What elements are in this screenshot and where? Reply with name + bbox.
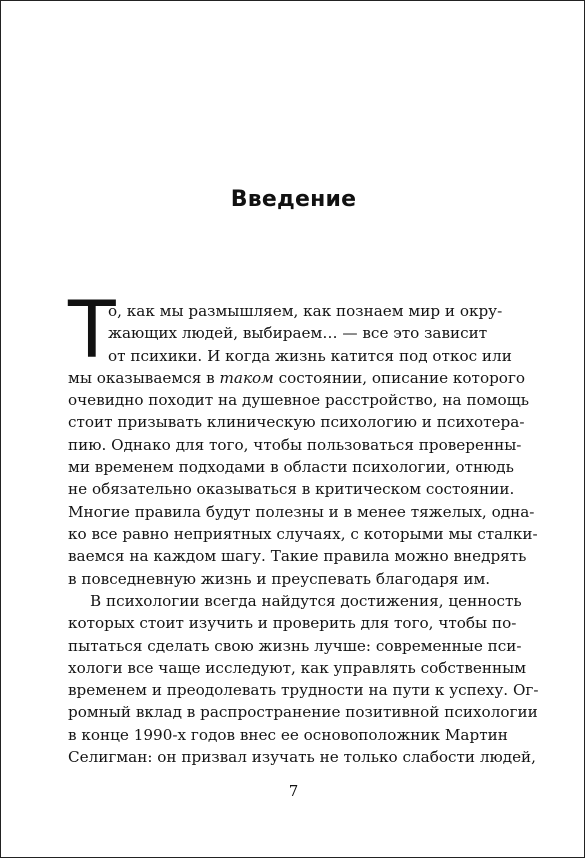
text-line: Селигман: он призвал изучать не только слабости людей, [68, 748, 537, 767]
text-line: ми временем подходами в области психологии, отнюдь [68, 458, 514, 477]
text-line: стоит призывать клиническую психологию и психотера- [68, 413, 525, 432]
paragraph-1 [68, 286, 538, 590]
text-line: очевидно походит на душевное расстройство, на помощь [68, 391, 530, 410]
italic-word: таком [219, 368, 274, 387]
chapter-title: Введение [230, 187, 357, 212]
text-line: В психологии всегда найдутся достижения, ценность [90, 592, 522, 610]
text-fragment: состоянии, описание которого [273, 368, 526, 387]
text-line: которых стоит изучить и проверить для того, чтобы по- [68, 614, 517, 633]
text-line: ваемся на каждом шагу. Такие правила можно внедрять [68, 547, 527, 566]
text-line: от психики. И когда жизнь катится под откос или [108, 346, 512, 365]
text-line: жающих людей, выбираем… — все это зависит [108, 324, 488, 343]
text-line: ромный вклад в распространение позитивной психологии [68, 703, 538, 722]
drop-cap-letter: Т [68, 286, 116, 376]
text-line [68, 367, 526, 389]
text-line: временем и преодолевать трудности на пути к успеху. Ог- [68, 681, 539, 700]
text-line: хологи все чаще исследуют, как управлять собственным [68, 658, 527, 677]
page-number: 7 [288, 782, 299, 800]
text-fragment: мы оказываемся в [68, 368, 220, 387]
text-line: Многие правила будут полезны и в менее тяжелых, одна- [68, 502, 535, 521]
text-line: ко все равно неприятных случаях, с которыми мы сталки- [68, 524, 538, 543]
text-line: в повседневную жизнь и преуспевать благодаря им. [68, 569, 491, 588]
text-line: в конце 1990-х годов внес ее основоположник Мартин [68, 725, 508, 744]
text-line: не обязательно оказываться в критическом состоянии. [68, 480, 515, 499]
text-line: о, как мы размышляем, как познаем мир и окру- [108, 302, 503, 320]
paragraph-2 [68, 590, 539, 768]
text-line: пию. Однако для того, чтобы пользоваться проверенны- [68, 435, 522, 454]
text-line: пытаться сделать свою жизнь лучше: современные пси- [68, 636, 522, 655]
